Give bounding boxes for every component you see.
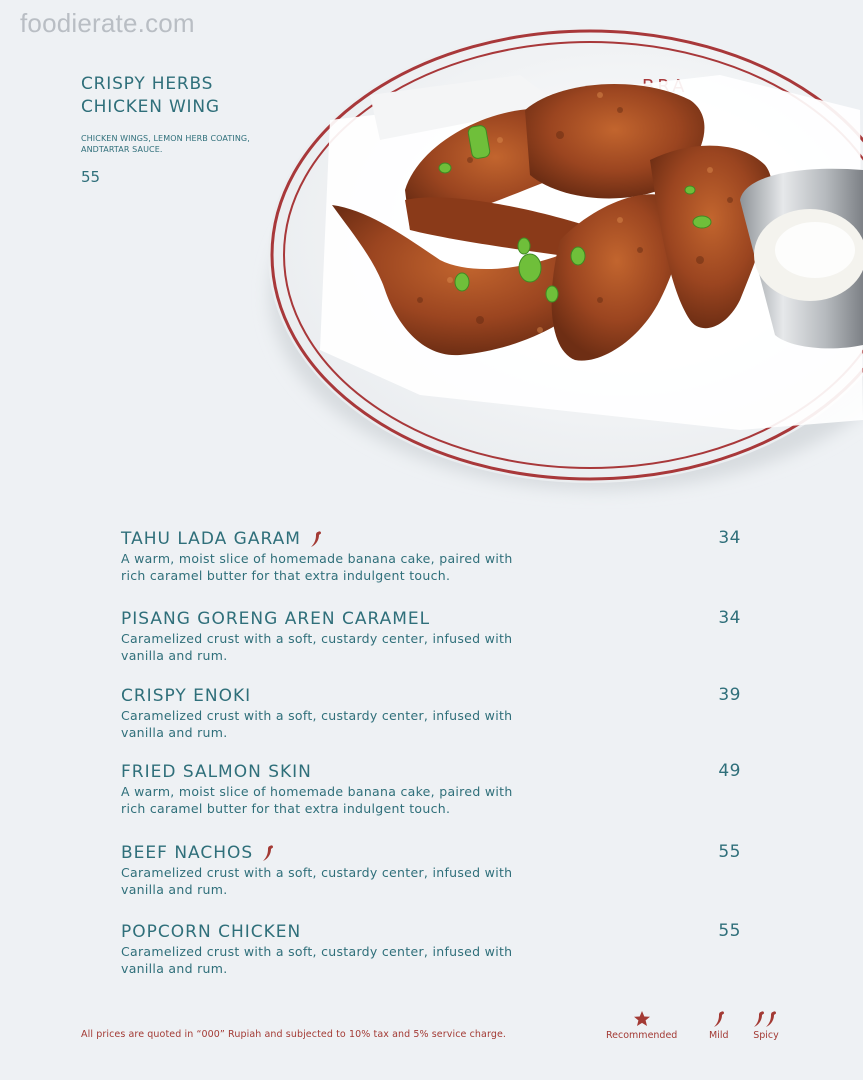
menu-item-description: Caramelized crust with a soft, custardy center, infused with vanilla and rum.: [121, 631, 513, 663]
menu-item-price: 49: [718, 761, 741, 781]
featured-item: [81, 73, 281, 186]
menu-item: [121, 528, 743, 608]
legend-recommended: [606, 1010, 677, 1041]
chili-icon: [309, 530, 323, 548]
menu-item: [121, 761, 743, 842]
legend-label: Spicy: [753, 1030, 779, 1041]
menu-item: [121, 608, 743, 685]
menu-item-description: A warm, moist slice of homemade banana cake, paired with rich caramel butter for that extra indulgent touch.: [121, 551, 513, 583]
legend-label: Mild: [709, 1030, 729, 1041]
chili-icon: [710, 1010, 728, 1028]
featured-item-price: 55: [81, 168, 101, 186]
menu-item-price: 55: [718, 842, 741, 862]
legend-mild: [709, 1010, 729, 1041]
double-chili-icon: [752, 1010, 780, 1028]
menu-item-description: Caramelized crust with a soft, custardy center, infused with vanilla and rum.: [121, 865, 513, 897]
menu-item-name: FRIED SALMON SKIN: [121, 762, 312, 782]
legend-spicy: [752, 1010, 780, 1041]
watermark: foodierate.com: [20, 8, 195, 38]
menu-item-name: POPCORN CHICKEN: [121, 922, 302, 942]
menu-item-price: 34: [718, 528, 741, 548]
menu-item-name: TAHU LADA GARAM: [121, 529, 301, 549]
featured-item-description: CHICKEN WINGS, LEMON HERB COATING, ANDTARTAR SAUCE.: [81, 134, 250, 154]
menu-list: [121, 528, 743, 981]
menu-item: [121, 685, 743, 761]
menu-item-description: Caramelized crust with a soft, custardy center, infused with vanilla and rum.: [121, 944, 513, 976]
chili-icon: [261, 844, 275, 862]
menu-item-price: 55: [718, 921, 741, 941]
legend-label: Recommended: [606, 1030, 678, 1041]
star-icon: [633, 1010, 651, 1028]
menu-item: [121, 842, 743, 921]
menu-item-price: 39: [718, 685, 741, 705]
menu-item-price: 34: [718, 608, 741, 628]
menu-item-name: PISANG GORENG AREN CARAMEL: [121, 609, 431, 629]
price-disclaimer: All prices are quoted in “000” Rupiah and subjected to 10% tax and 5% service charge.: [81, 1029, 507, 1040]
menu-item-description: A warm, moist slice of homemade banana cake, paired with rich caramel butter for that extra indulgent touch.: [121, 784, 513, 816]
menu-item: [121, 921, 743, 981]
menu-item-description: Caramelized crust with a soft, custardy center, infused with vanilla and rum.: [121, 708, 513, 740]
menu-item-name: CRISPY ENOKI: [121, 686, 252, 706]
menu-item-name: BEEF NACHOS: [121, 843, 254, 863]
featured-item-title: CRISPY HERBS CHICKEN WING: [81, 74, 220, 117]
